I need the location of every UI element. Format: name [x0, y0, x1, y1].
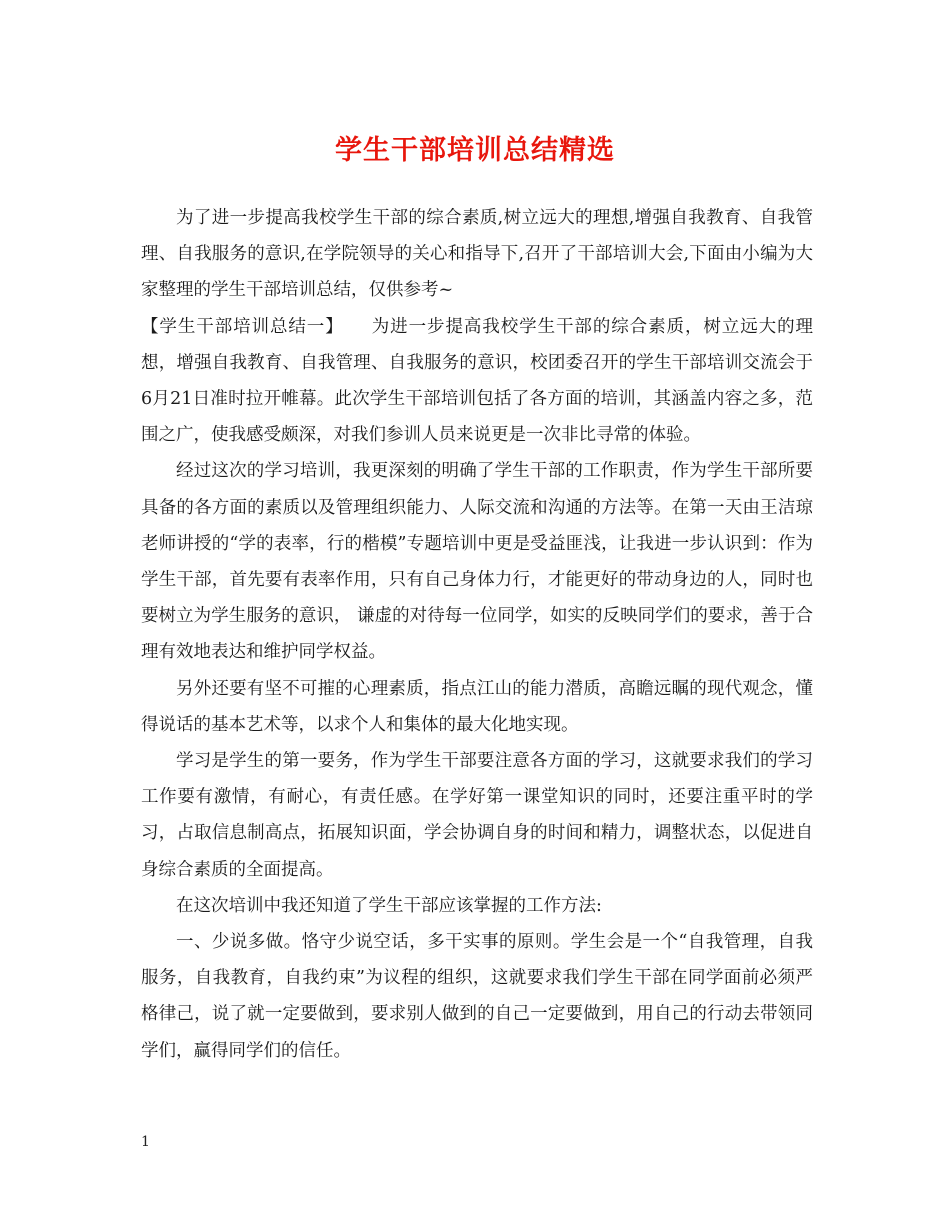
- body-paragraph: 另外还要有坚不可摧的心理素质，指点江山的能力潜质，高瞻远瞩的现代观念，懂得说话的基本艺术等，以求个人和集体的最大化地实现。: [141, 678, 813, 735]
- intro-paragraph: 为了进一步提高我校学生干部的综合素质,树立远大的理想,增强自我教育、自我管理、自我服务的意识,在学院领导的关心和指导下,召开了干部培训大会,下面由小编为大家整理的学生干部培训总结，仅供参考~: [141, 208, 813, 301]
- summary-one-paragraph: 【学生干部培训总结一】 为进一步提高我校学生干部的综合素质，树立远大的理想，增强自我教育、自我管理、自我服务的意识，校团委召开的学生干部培训交流会于6月21日准时拉开帷幕。此次学生干部培训包括了各方面的培训，其涵盖内容之多，范围之广，使我感受颇深，对我们参训人员来说更是一次非比寻常的体验。: [141, 316, 813, 446]
- document-body: [141, 200, 813, 1069]
- document-title: 学生干部培训总结精选: [335, 135, 615, 166]
- body-paragraph: 学习是学生的第一要务，作为学生干部要注意各方面的学习，这就要求我们的学习工作要有激情，有耐心，有责任感。在学好第一课堂知识的同时，还要注重平时的学习，占取信息制高点，拓展知识面，学会协调自身的时间和精力，调整状态，以促进自身综合素质的全面提高。: [141, 751, 813, 880]
- body-paragraph: 经过这次的学习培训，我更深刻的明确了学生干部的工作职责，作为学生干部所要具备的各方面的素质以及管理组织能力、人际交流和沟通的方法等。在第一天由王洁琼老师讲授的“学的表率，行的楷模”专题培训中更是受益匪浅，让我进一步认识到：作为学生干部，首先要有表率作用，只有自己身体力行，才能更好的带动身边的人，同时也要树立为学生服务的意识， 谦虚的对待每一位同学，如实的反映同学们的要求，善于合理有效地表达和维护同学权益。: [141, 461, 813, 663]
- body-paragraph: 在这次培训中我还知道了学生干部应该掌握的工作方法:: [176, 895, 602, 916]
- body-paragraph: 一、少说多做。恪守少说空话，多干实事的原则。学生会是一个“自我管理，自我服务，自我教育，自我约束”为议程的组织，这就要求我们学生干部在同学面前必须严格律己，说了就一定要做到，要求别人做到的自己一定要做到，用自己的行动去带领同学们，赢得同学们的信任。: [141, 932, 813, 1061]
- page-number: 1: [141, 1134, 150, 1150]
